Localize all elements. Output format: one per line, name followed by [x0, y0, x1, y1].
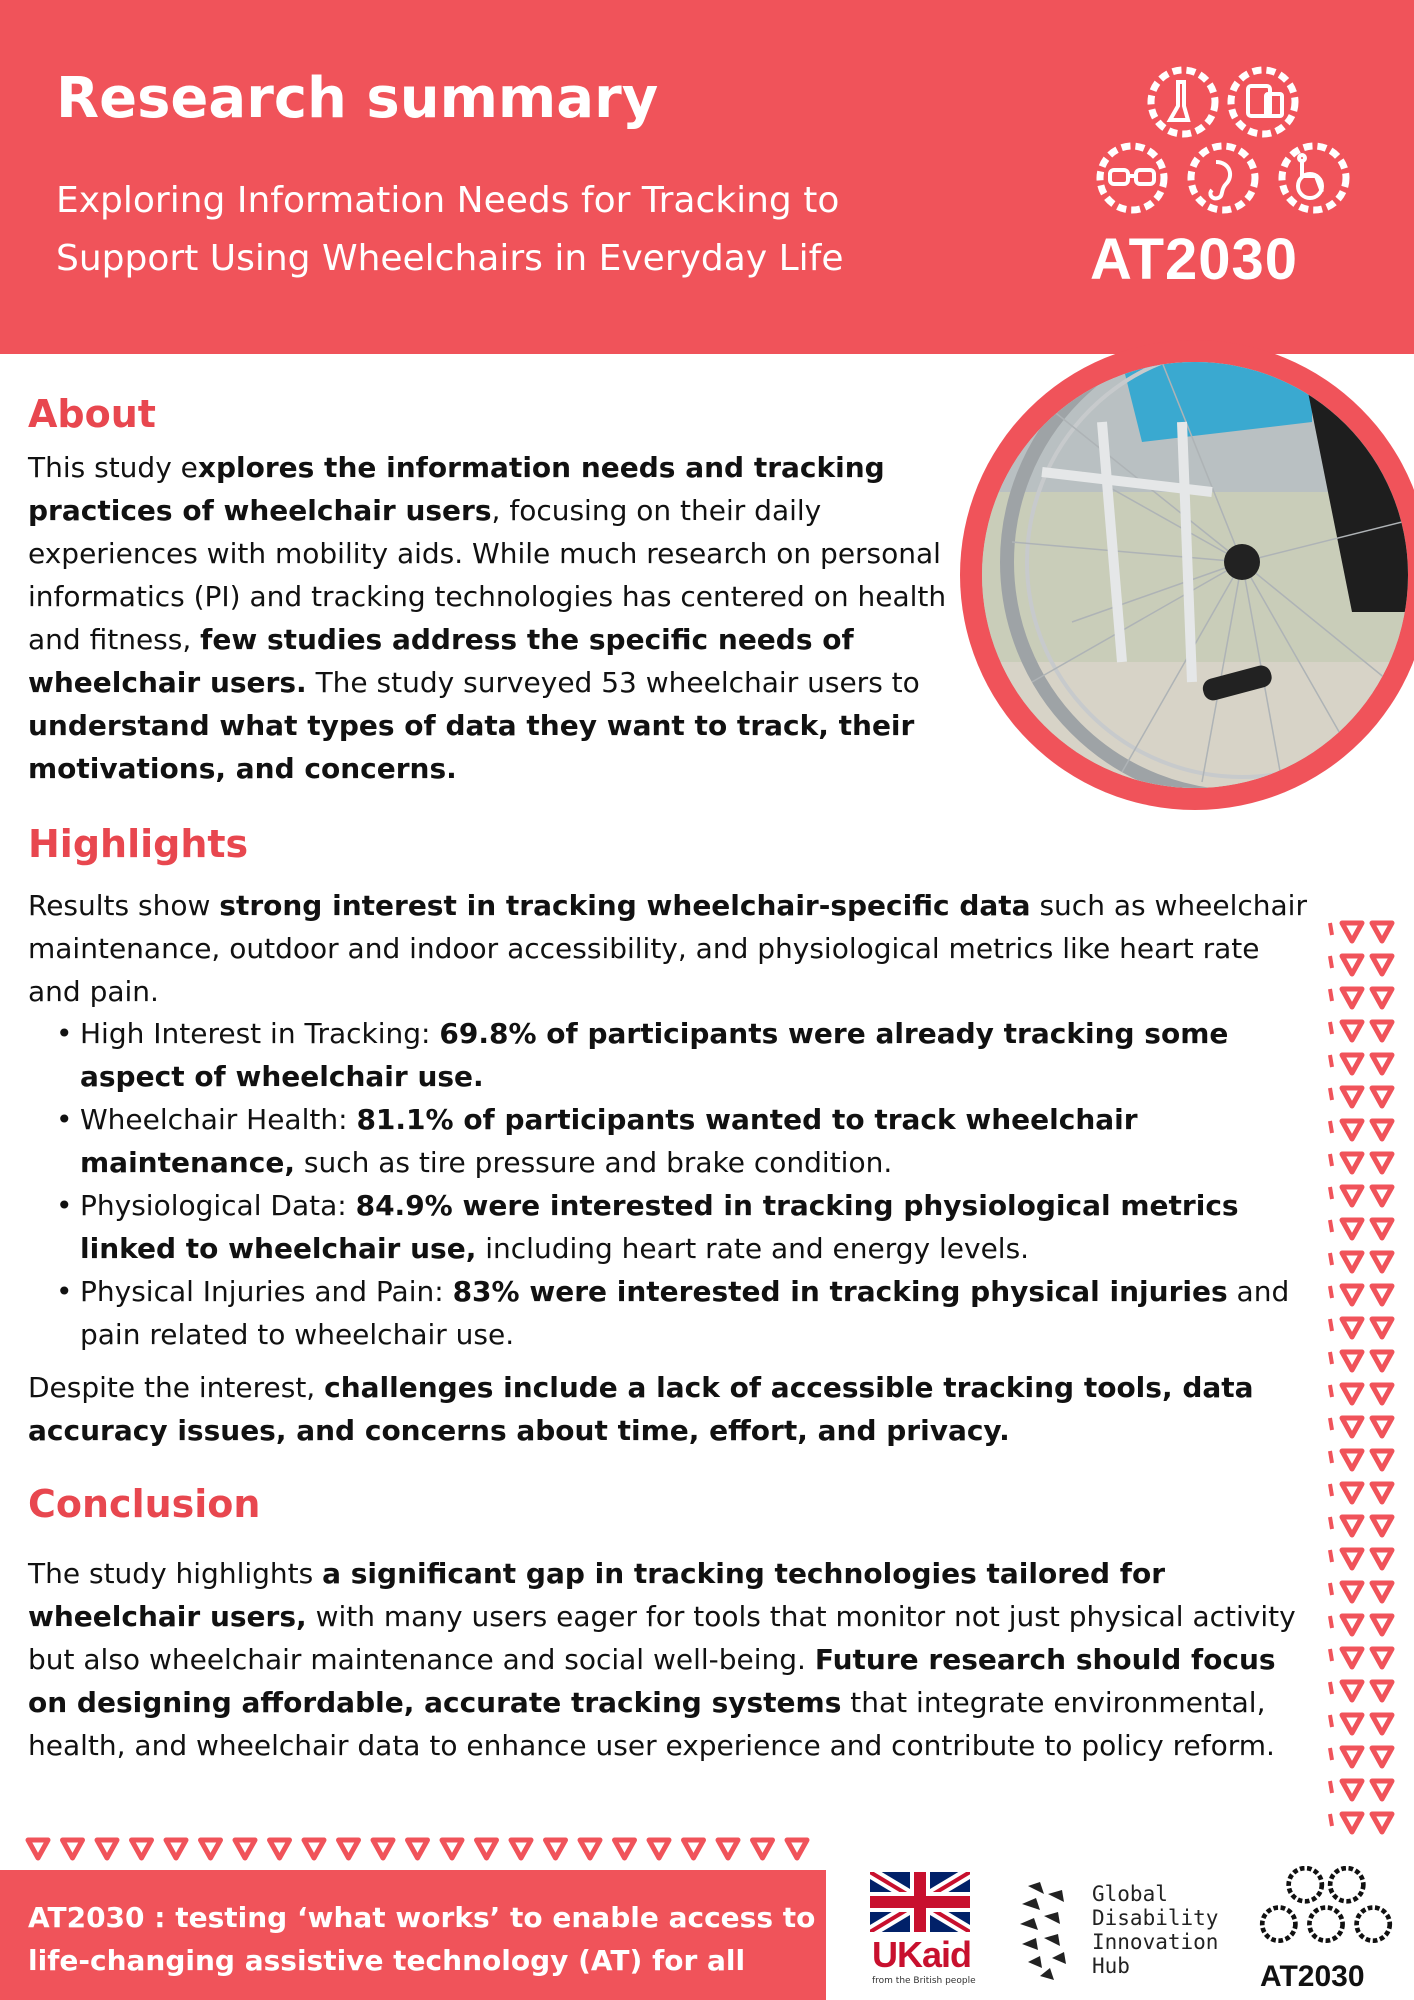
partner-logos: [826, 1854, 1414, 2000]
triangle-mark: [1372, 1319, 1392, 1337]
tick-mark: [1330, 989, 1332, 1001]
triangle-mark: [1342, 1781, 1362, 1799]
list-item: • Wheelchair Health: 81.1% of participants wanted to track wheelchair maintenance, such as tire pressure and brake condition.: [28, 1098, 1298, 1184]
triangle-mark: [1372, 1187, 1392, 1205]
triangle-mark: [1342, 1682, 1362, 1700]
triangle-mark: [1372, 1484, 1392, 1502]
tick-mark: [1330, 1055, 1332, 1067]
triangle-mark: [1372, 1814, 1392, 1832]
list-item: • High Interest in Tracking: 69.8% of participants were already tracking some aspect of wheelchair use.: [28, 1012, 1298, 1098]
tick-mark: [1330, 1583, 1332, 1595]
tick-mark: [1330, 1616, 1332, 1628]
triangle-mark: [1342, 1550, 1362, 1568]
tick-mark: [1330, 1385, 1332, 1397]
triangle-mark: [1342, 1253, 1362, 1271]
footer-tagline: AT2030 : testing ‘what works’ to enable access to life-changing assistive technology (AT) for all: [28, 1901, 816, 1977]
highlights-intro: Results show strong interest in tracking wheelchair-specific data such as wheelchair maintenance, outdoor and indoor accessibility, and physiological metrics like heart rate and pain.: [28, 889, 1307, 1008]
triangle-mark: [1372, 1253, 1392, 1271]
triangle-mark: [339, 1840, 359, 1858]
triangle-mark: [1372, 1649, 1392, 1667]
at2030-small-logo-icon: [1256, 1866, 1396, 1949]
wheelchair-wheel-photo: [982, 362, 1408, 788]
triangle-mark: [787, 1840, 807, 1858]
triangle-mark: [28, 1840, 48, 1858]
highlights-outro: Despite the interest, challenges include a lack of accessible tracking tools, data accuracy issues, and concerns about time, effort, and privacy.: [28, 1371, 1254, 1447]
gdi-hub-mark-icon: [1018, 1876, 1088, 1986]
triangle-mark: [1372, 1748, 1392, 1766]
triangle-mark: [546, 1840, 566, 1858]
triangle-mark: [1342, 1814, 1362, 1832]
triangle-mark: [1372, 1583, 1392, 1601]
tick-mark: [1330, 1286, 1332, 1298]
triangle-mark: [1372, 1550, 1392, 1568]
triangle-mark: [235, 1840, 255, 1858]
triangle-mark: [1342, 1055, 1362, 1073]
triangle-mark: [1342, 1022, 1362, 1040]
triangle-mark: [1372, 923, 1392, 941]
tick-mark: [1330, 1220, 1332, 1232]
ukaid-caption: from the British people: [872, 1976, 976, 1986]
triangle-mark: [718, 1840, 738, 1858]
triangle-mark: [1342, 1319, 1362, 1337]
triangle-mark: [1342, 1286, 1362, 1304]
triangle-mark: [1372, 1616, 1392, 1634]
triangle-mark: [1372, 989, 1392, 1007]
prosthetic-leg-icon: [1170, 82, 1188, 120]
triangle-mark: [1372, 1154, 1392, 1172]
triangle-mark: [408, 1840, 428, 1858]
tick-mark: [1330, 1814, 1332, 1826]
tick-mark: [1330, 1781, 1332, 1793]
highlights-list: [28, 1012, 1298, 1356]
triangle-mark: [1372, 1286, 1392, 1304]
triangle-mark: [1342, 923, 1362, 941]
tick-mark: [1330, 1319, 1332, 1331]
page-subtitle: Exploring Information Needs for Tracking to Support Using Wheelchairs in Everyday Life: [56, 180, 844, 279]
tick-mark: [1330, 1649, 1332, 1661]
about-heading: About: [28, 392, 156, 436]
wheelchair-photo-frame: [960, 340, 1414, 810]
list-item: • Physical Injuries and Pain: 83% were interested in tracking physical injuries and pain related to wheelchair use.: [28, 1270, 1298, 1356]
tick-mark: [1330, 1121, 1332, 1133]
triangle-mark: [1372, 1352, 1392, 1370]
ukaid-wordmark: UKaid: [872, 1934, 972, 1975]
tick-mark: [1330, 1484, 1332, 1496]
triangle-mark: [1372, 1451, 1392, 1469]
triangle-mark: [1372, 1055, 1392, 1073]
tick-mark: [1330, 1418, 1332, 1430]
logo-wordmark: AT2030: [1090, 227, 1299, 292]
triangle-mark: [270, 1840, 290, 1858]
triangle-mark: [1342, 1385, 1362, 1403]
triangle-mark: [1342, 1616, 1362, 1634]
wheelchair-icon: [1298, 155, 1322, 198]
triangle-mark: [1342, 1352, 1362, 1370]
tick-mark: [1330, 1253, 1332, 1265]
triangle-mark: [97, 1840, 117, 1858]
triangle-mark: [1342, 1451, 1362, 1469]
hearing-aid-icon: [1210, 162, 1230, 198]
triangle-mark: [1372, 1088, 1392, 1106]
triangle-mark: [1342, 956, 1362, 974]
triangle-mark: [442, 1840, 462, 1858]
triangle-mark: [1342, 1088, 1362, 1106]
triangle-pattern-vertical: [1326, 915, 1406, 1855]
header-banner: [0, 0, 1414, 354]
triangle-mark: [1342, 1748, 1362, 1766]
triangle-mark: [63, 1840, 83, 1858]
triangle-mark: [1342, 1418, 1362, 1436]
tick-mark: [1330, 956, 1332, 968]
tick-mark: [1330, 1517, 1332, 1529]
tick-mark: [1330, 1748, 1332, 1760]
triangle-mark: [1342, 1187, 1362, 1205]
tick-mark: [1330, 1451, 1332, 1463]
conclusion-heading: Conclusion: [28, 1482, 261, 1526]
triangle-mark: [373, 1840, 393, 1858]
triangle-mark: [684, 1840, 704, 1858]
triangle-mark: [201, 1840, 221, 1858]
triangle-mark: [649, 1840, 669, 1858]
triangle-mark: [1372, 956, 1392, 974]
tick-mark: [1330, 1352, 1332, 1364]
list-item: • Physiological Data: 84.9% were interested in tracking physiological metrics linked to wheelchair use, including heart rate and energy levels.: [28, 1184, 1298, 1270]
triangle-mark: [304, 1840, 324, 1858]
tick-mark: [1330, 1088, 1332, 1100]
triangle-mark: [615, 1840, 635, 1858]
triangle-mark: [1372, 1385, 1392, 1403]
tick-mark: [1330, 1550, 1332, 1562]
triangle-mark: [1372, 1418, 1392, 1436]
highlights-heading: Highlights: [28, 822, 249, 866]
tick-mark: [1330, 1682, 1332, 1694]
tick-mark: [1330, 923, 1332, 935]
triangle-mark: [1342, 1154, 1362, 1172]
triangle-mark: [1342, 1715, 1362, 1733]
triangle-mark: [1342, 1583, 1362, 1601]
at2030-logo-icon: [1088, 66, 1358, 226]
about-paragraph: This study explores the information needs and tracking practices of wheelchair users, focusing on their daily experiences with mobility aids. While much research on personal informatics (PI) and tracking technologies has centered on health and fitness, few studies address the specific needs of wheelchair users. The study surveyed 53 wheelchair users to understand what types of data they want to track, their motivations, and concerns.: [28, 451, 947, 785]
triangle-mark: [477, 1840, 497, 1858]
triangle-mark: [1372, 1781, 1392, 1799]
triangle-mark: [1372, 1121, 1392, 1139]
triangle-mark: [753, 1840, 773, 1858]
triangle-mark: [580, 1840, 600, 1858]
triangle-mark: [1342, 1517, 1362, 1535]
at2030-small-wordmark: AT2030: [1260, 1960, 1365, 1993]
tick-mark: [1330, 1022, 1332, 1034]
triangle-mark: [1372, 1022, 1392, 1040]
triangle-mark: [1342, 1220, 1362, 1238]
triangle-mark: [1372, 1715, 1392, 1733]
triangle-mark: [1342, 1121, 1362, 1139]
triangle-mark: [1342, 1484, 1362, 1502]
union-jack-icon: [870, 1872, 970, 1932]
conclusion-paragraph: The study highlights a significant gap in tracking technologies tailored for wheelchair users, with many users eager for tools that monitor not just physical activity but also wheelchair maintenance and social well-being. Future research should focus on designing affordable, accurate tracking systems that integrate environmental, health, and wheelchair data to enhance user experience and contribute to policy reform.: [28, 1557, 1296, 1762]
triangle-mark: [1372, 1682, 1392, 1700]
triangle-mark: [1372, 1517, 1392, 1535]
tick-mark: [1330, 1187, 1332, 1199]
triangle-pattern-horizontal: [20, 1834, 820, 1870]
tick-mark: [1330, 1154, 1332, 1166]
gdi-hub-wordmark: Global Disability Innovation Hub: [1092, 1882, 1219, 1978]
triangle-mark: [1342, 1649, 1362, 1667]
triangle-mark: [132, 1840, 152, 1858]
triangle-mark: [166, 1840, 186, 1858]
page-title: Research summary: [56, 66, 659, 131]
triangle-mark: [1372, 1220, 1392, 1238]
tick-mark: [1330, 1715, 1332, 1727]
triangle-mark: [1342, 989, 1362, 1007]
glasses-icon: [1110, 170, 1154, 184]
triangle-mark: [511, 1840, 531, 1858]
